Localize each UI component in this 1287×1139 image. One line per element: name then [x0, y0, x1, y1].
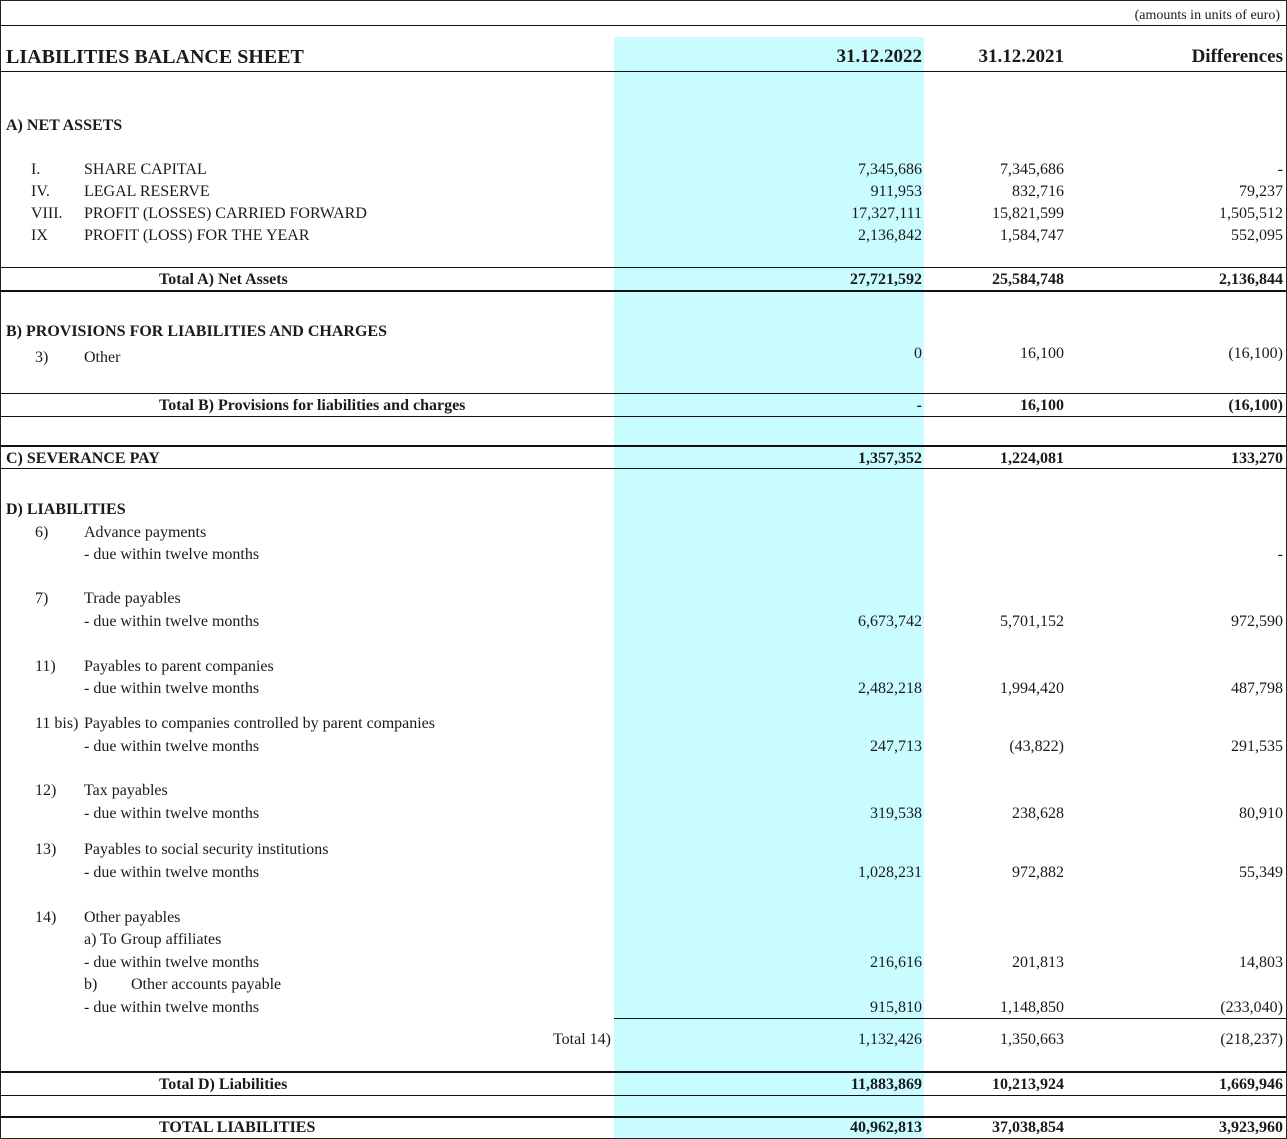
- value-2021: 7,345,686: [1000, 161, 1064, 178]
- rule: [1, 71, 1287, 72]
- value-diff: 14,803: [1239, 954, 1283, 971]
- due-label: - due within twelve months: [84, 864, 260, 881]
- total-d-2021: 10,213,924: [992, 1076, 1064, 1093]
- row-label: Other: [84, 349, 121, 366]
- total-row: [1, 448, 1287, 470]
- section-d-title: D) LIABILITIES: [6, 501, 126, 518]
- total-a-2022: 27,721,592: [850, 271, 922, 288]
- total-b-label: Total B) Provisions for liabilities and charges: [159, 397, 466, 414]
- section-b-title: B) PROVISIONS FOR LIABILITIES AND CHARGES: [6, 323, 387, 340]
- table-row: [1, 803, 1287, 825]
- subtotal-row: [1, 1029, 1287, 1051]
- table-row: [1, 929, 1287, 951]
- value-diff: 55,349: [1239, 864, 1283, 881]
- row-code: 11 bis): [35, 715, 79, 732]
- row-label: Other payables: [84, 909, 181, 926]
- page-title: LIABILITIES BALANCE SHEET: [6, 46, 304, 68]
- table-row: [1, 678, 1287, 700]
- total-a-label: Total A) Net Assets: [159, 271, 288, 288]
- rule: [1, 1071, 1287, 1073]
- row-label: Advance payments: [84, 524, 207, 541]
- value-2021: 16,100: [1020, 345, 1064, 362]
- total-row: [1, 395, 1287, 417]
- row-label: Payables to social security institutions: [84, 841, 329, 858]
- row-label: Payables to parent companies: [84, 658, 274, 675]
- value-2022: 2,482,218: [858, 680, 922, 697]
- section-title: [1, 499, 1287, 521]
- value-diff: 552,095: [1231, 227, 1283, 244]
- value-diff: 79,237: [1239, 183, 1283, 200]
- value-diff: -: [1277, 161, 1283, 178]
- row-label: PROFIT (LOSS) FOR THE YEAR: [84, 227, 310, 244]
- table-row: [1, 974, 1287, 996]
- value-2021: (43,822): [1009, 738, 1064, 755]
- total-a-diff: 2,136,844: [1219, 271, 1283, 288]
- value-2021: 5,701,152: [1000, 613, 1064, 630]
- total-b-2021: 16,100: [1020, 397, 1064, 414]
- value-2021: 832,716: [1012, 183, 1064, 200]
- row-code: 6): [35, 524, 49, 541]
- total-14-2021: 1,350,663: [1000, 1031, 1064, 1048]
- due-label: - due within twelve months: [84, 999, 260, 1016]
- value-diff: (16,100): [1228, 345, 1283, 362]
- table-row: [1, 839, 1287, 861]
- units-note-row: [1, 5, 1287, 27]
- section-title: [1, 321, 1287, 343]
- due-label: - due within twelve months: [84, 954, 260, 971]
- table-row: [1, 862, 1287, 884]
- value-2021: 201,813: [1012, 954, 1064, 971]
- total-14-label: Total 14): [553, 1031, 611, 1048]
- row-code: 11): [35, 658, 56, 675]
- total-14-2022: 1,132,426: [858, 1031, 922, 1048]
- rule: [1, 416, 1287, 417]
- table-row: [1, 544, 1287, 566]
- due-label: - due within twelve months: [84, 680, 260, 697]
- row-code: 12): [35, 782, 57, 799]
- total-a-2021: 25,584,748: [992, 271, 1064, 288]
- section-a-title: A) NET ASSETS: [6, 117, 123, 134]
- total-d-label: Total D) Liabilities: [159, 1076, 288, 1093]
- value-2022: 247,713: [870, 738, 922, 755]
- row-label: PROFIT (LOSSES) CARRIED FORWARD: [84, 205, 367, 222]
- rule: [1, 1095, 1287, 1096]
- value-2022: 17,327,111: [851, 205, 922, 222]
- table-row: [1, 181, 1287, 203]
- table-row: [1, 952, 1287, 974]
- grand-total-label: TOTAL LIABILITIES: [159, 1119, 316, 1136]
- value-diff: 487,798: [1231, 680, 1283, 697]
- row-label: LEGAL RESERVE: [84, 183, 210, 200]
- table-row: [1, 159, 1287, 181]
- table-row: [1, 345, 1287, 367]
- row-code: I.: [31, 161, 41, 178]
- row-code: 14): [35, 909, 57, 926]
- value-2022: 915,810: [870, 999, 922, 1016]
- rule: [1, 290, 1287, 292]
- value-2022: 0: [914, 345, 922, 362]
- total-b-diff: (16,100): [1228, 397, 1283, 414]
- rule: [1, 393, 1287, 394]
- due-label: - due within twelve months: [84, 613, 260, 630]
- value-2021: 972,882: [1012, 864, 1064, 881]
- table-row: [1, 611, 1287, 633]
- rule: [1, 267, 1287, 268]
- grand-total-2021: 37,038,854: [992, 1119, 1064, 1136]
- table-row: [1, 656, 1287, 678]
- col-header-2021: 31.12.2021: [978, 46, 1064, 67]
- grand-total-2022: 40,962,813: [850, 1119, 922, 1136]
- value-2022: 7,345,686: [858, 161, 922, 178]
- value-2021: 238,628: [1012, 805, 1064, 822]
- value-2022: 1,028,231: [858, 864, 922, 881]
- sub-code: b): [84, 976, 98, 993]
- section-c-diff: 133,270: [1231, 450, 1283, 467]
- table-row: [1, 588, 1287, 610]
- row-code: 13): [35, 841, 57, 858]
- value-2022: 216,616: [870, 954, 922, 971]
- total-14-diff: (218,237): [1220, 1031, 1283, 1048]
- section-c-2021: 1,224,081: [1000, 450, 1064, 467]
- row-label: Tax payables: [84, 782, 168, 799]
- rule: [1, 445, 1287, 447]
- table-row: [1, 907, 1287, 929]
- row-label: Trade payables: [84, 590, 181, 607]
- section-title: [1, 115, 1287, 137]
- value-2021: 1,994,420: [1000, 680, 1064, 697]
- value-2022: 319,538: [870, 805, 922, 822]
- due-label: - due within twelve months: [84, 546, 260, 563]
- total-d-2022: 11,883,869: [850, 1076, 922, 1093]
- value-diff: 972,590: [1231, 613, 1283, 630]
- grand-total-row: [1, 1117, 1287, 1139]
- value-2021: 15,821,599: [992, 205, 1064, 222]
- value-diff: (233,040): [1220, 999, 1283, 1016]
- rule: [614, 1018, 1287, 1019]
- units-note: (amounts in units of euro): [1134, 8, 1280, 23]
- row-code: VIII.: [31, 205, 63, 222]
- table-row: [1, 203, 1287, 225]
- sub-label: a) To Group affiliates: [84, 931, 222, 948]
- value-diff: 291,535: [1231, 738, 1283, 755]
- due-label: - due within twelve months: [84, 805, 260, 822]
- table-row: [1, 713, 1287, 735]
- rule: [1, 468, 1287, 469]
- table-row: [1, 522, 1287, 544]
- row-code: 7): [35, 590, 49, 607]
- table-row: [1, 780, 1287, 802]
- value-diff: 80,910: [1239, 805, 1283, 822]
- value-2022: 2,136,842: [858, 227, 922, 244]
- grand-total-diff: 3,923,960: [1219, 1119, 1283, 1136]
- row-code: IV.: [31, 183, 50, 200]
- col-header-2022: 31.12.2022: [836, 46, 922, 67]
- value-2022: 6,673,742: [858, 613, 922, 630]
- section-c-2022: 1,357,352: [858, 450, 922, 467]
- row-code: IX: [31, 227, 48, 244]
- total-b-2022: -: [916, 397, 922, 414]
- col-header-differences: Differences: [1191, 46, 1283, 67]
- table-row: [1, 736, 1287, 758]
- header-row: [1, 44, 1287, 70]
- value-diff: -: [1277, 546, 1283, 563]
- value-2021: 1,148,850: [1000, 999, 1064, 1016]
- value-2022: 911,953: [870, 183, 922, 200]
- due-label: - due within twelve months: [84, 738, 260, 755]
- sub-label: Other accounts payable: [131, 976, 282, 993]
- value-2021: 1,584,747: [1000, 227, 1064, 244]
- table-row: [1, 997, 1287, 1019]
- row-label: Payables to companies controlled by parent companies: [84, 715, 436, 732]
- row-label: SHARE CAPITAL: [84, 161, 207, 178]
- total-row: [1, 1074, 1287, 1096]
- total-d-diff: 1,669,946: [1219, 1076, 1283, 1093]
- row-code: 3): [35, 349, 49, 366]
- section-c-label: C) SEVERANCE PAY: [6, 450, 160, 467]
- total-row: [1, 269, 1287, 291]
- value-diff: 1,505,512: [1219, 205, 1283, 222]
- table-row: [1, 225, 1287, 247]
